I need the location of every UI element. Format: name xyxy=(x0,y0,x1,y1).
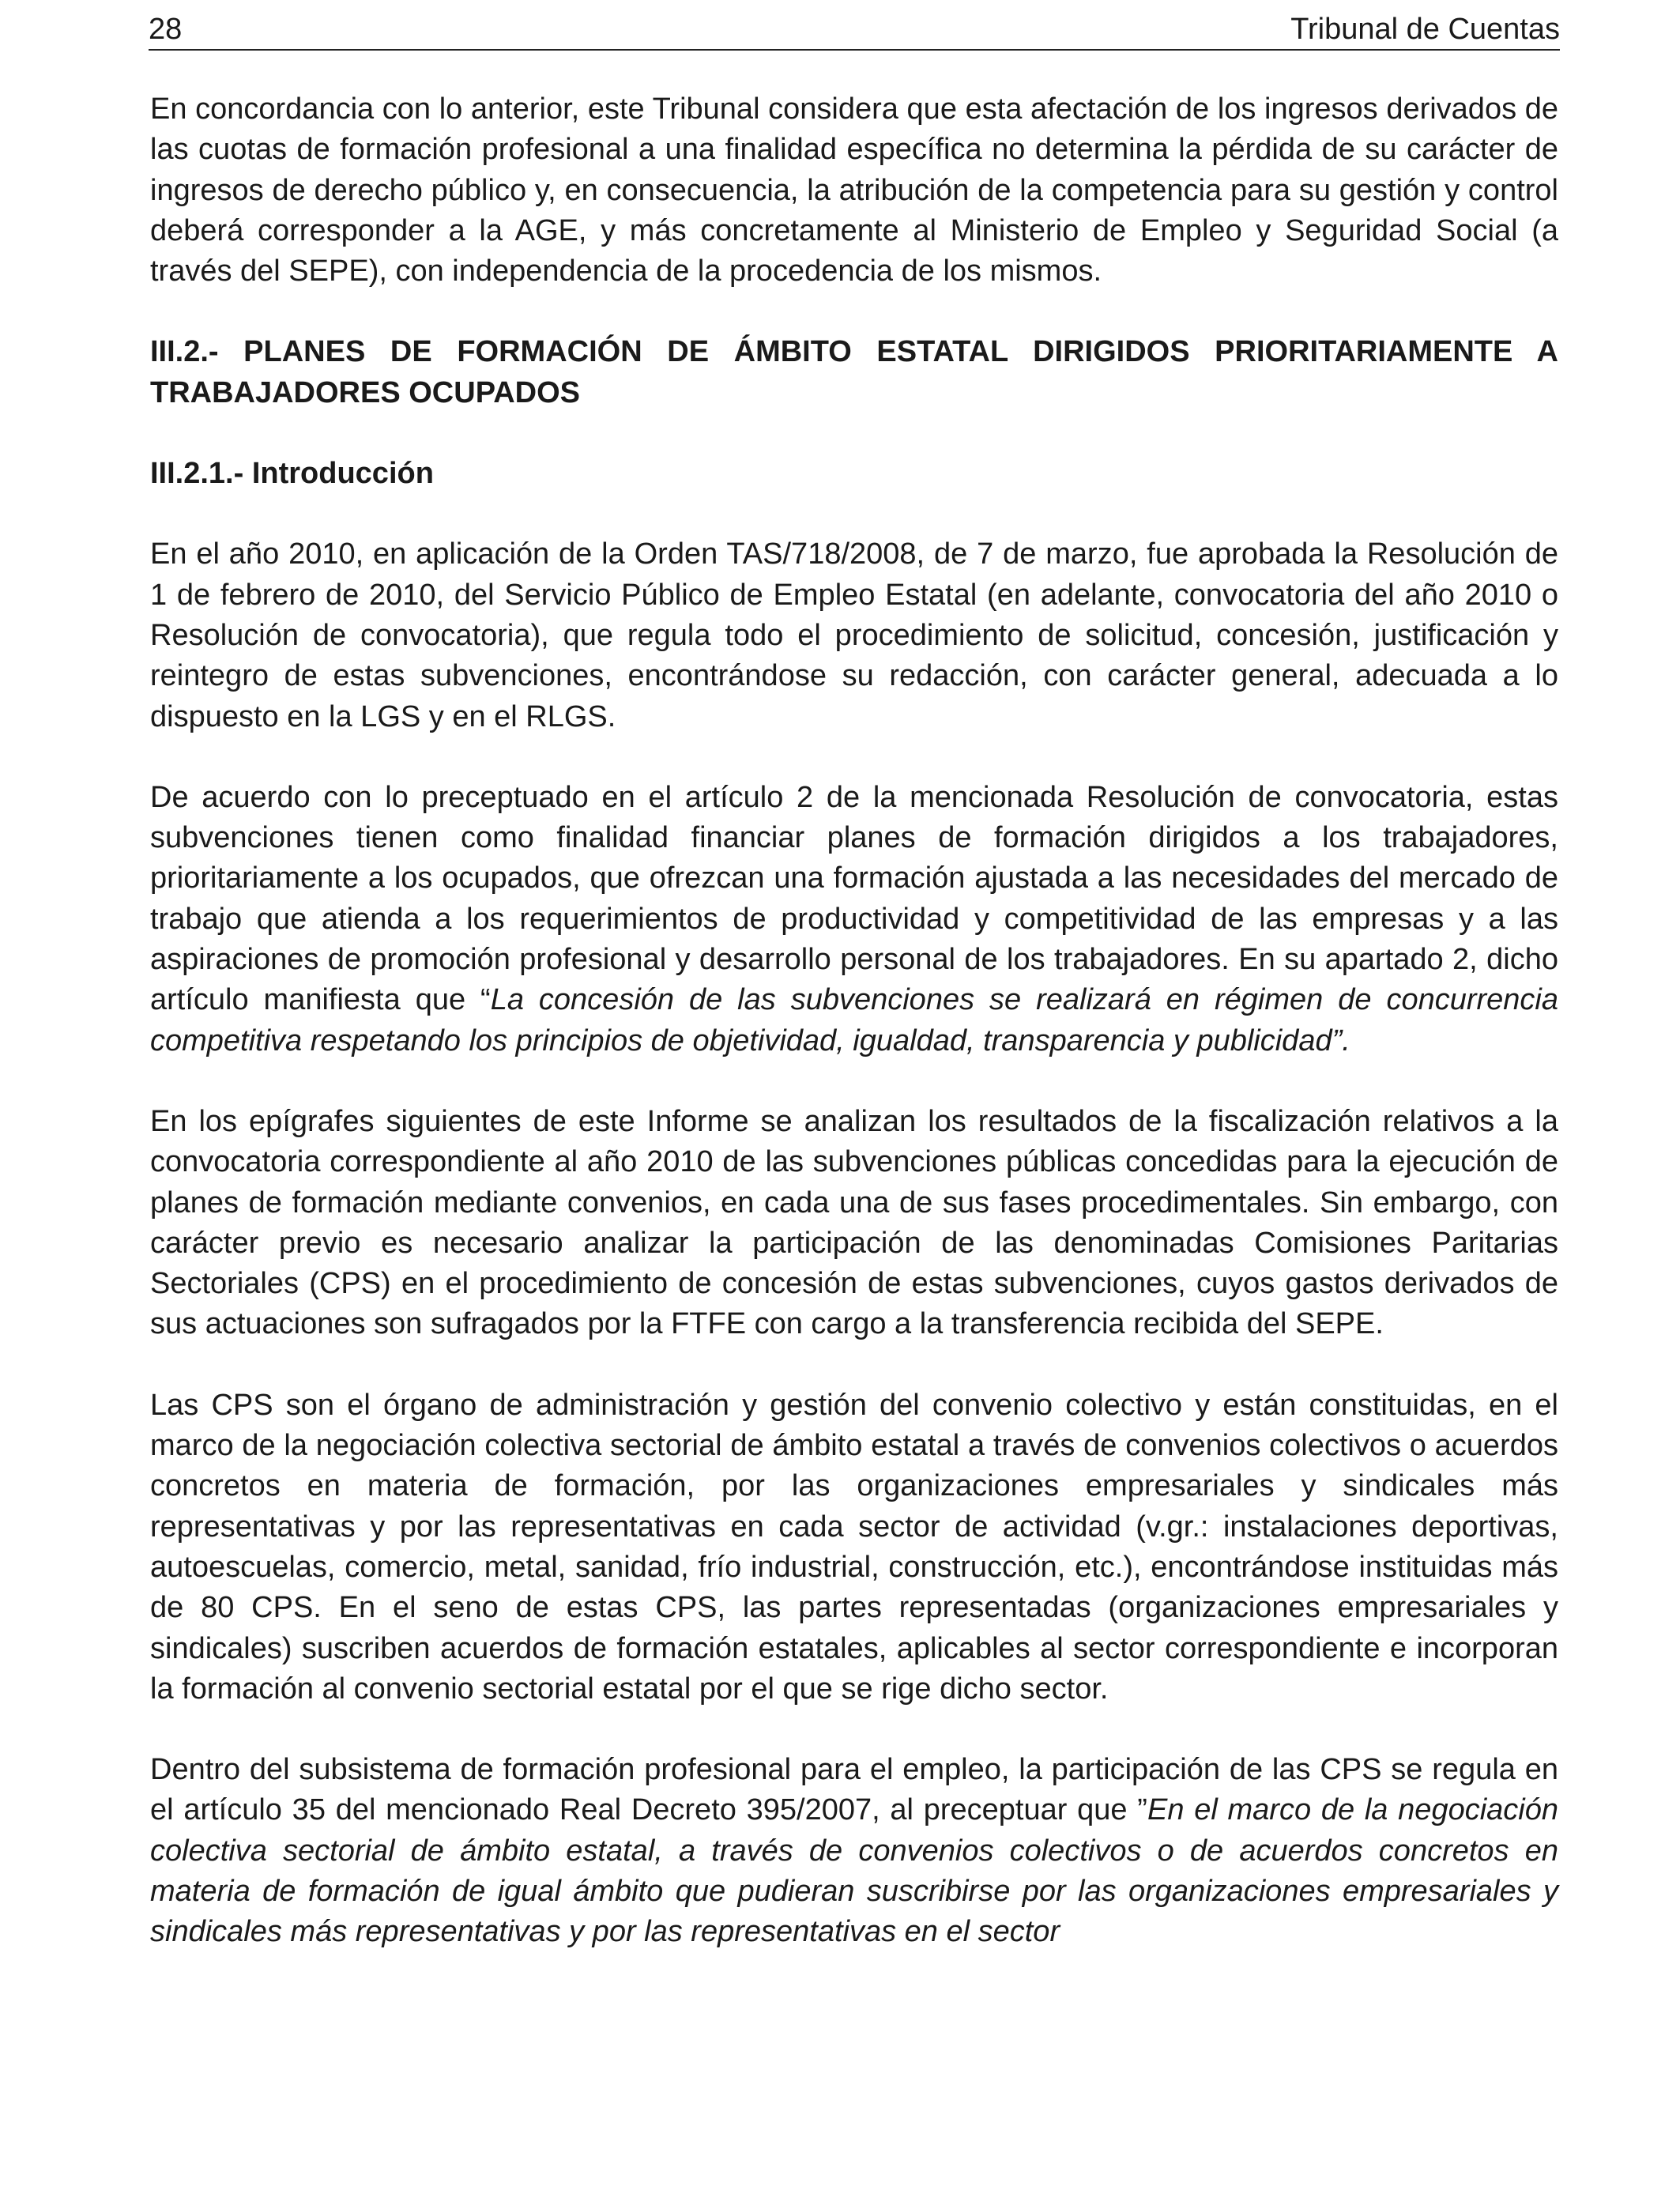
paragraph-6-quote: En el marco de la negociación colectiva sectorial de ámbito estatal, a través de convenios colectivos o de acuerdos concretos en materia de formación de igual ámbito que pudieran suscribirse por las organizaciones empresariales y sindicales más representativas y por las representativas en el sector xyxy=(150,1793,1558,1949)
running-title: Tribunal de Cuentas xyxy=(1290,13,1560,46)
paragraph-6 xyxy=(150,1750,1558,1952)
document-body xyxy=(150,89,1558,1993)
page-number: 28 xyxy=(149,13,183,46)
paragraph-6-text: Dentro del subsistema de formación profesional para el empleo, la participación de las CPS se regula en el artículo 35 del mencionado Real Decreto 395/2007, al preceptuar que ” xyxy=(150,1753,1558,1827)
paragraph-3 xyxy=(150,778,1558,1061)
paragraph-5: Las CPS son el órgano de administración y gestión del convenio colectivo y están constituidas, en el marco de la negociación colectiva sectorial de ámbito estatal a través de convenios colectivos o acuerdos concretos en materia de formación, por las organizaciones empresariales y sindicales más representativas y por las representativas en cada sector de actividad (v.gr.: instalaciones deportivas, autoescuelas, comercio, metal, sanidad, frío industrial, construcción, etc.), encontrándose instituidas más de 80 CPS. En el seno de estas CPS, las partes representadas (organizaciones empresariales y sindicales) suscriben acuerdos de formación estatales, aplicables al sector correspondiente e incorporan la formación al convenio sectorial estatal por el que se rige dicho sector. xyxy=(150,1388,1558,1706)
subsection-heading: III.2.1.- Introducción xyxy=(150,457,434,491)
paragraph-3-text: De acuerdo con lo preceptuado en el artículo 2 de la mencionada Resolución de convocatoria, estas subvenciones tienen como finalidad financiar planes de formación dirigidos a los trabajadores, prioritariamente a los ocupados, que ofrezcan una formación ajustada a las necesidades del mercado de trabajo que atienda a los requerimientos de productividad y competitividad de las empresas y a las aspiraciones de promoción profesional y desarrollo personal de los trabajadores. En su apartado 2, dicho artículo manifiesta que “ xyxy=(150,780,1558,1017)
paragraph-4: En los epígrafes siguientes de este Informe se analizan los resultados de la fiscalización relativos a la convocatoria correspondiente al año 2010 de las subvenciones públicas concedidas para la ejecución de planes de formación mediante convenios, en cada una de sus fases procedimentales. Sin embargo, con carácter previo es necesario analizar la participación de las denominadas Comisiones Paritarias Sectoriales (CPS) en el procedimiento de concesión de estas subvenciones, cuyos gastos derivados de sus actuaciones son sufragados por la FTFE con cargo a la transferencia recibida del SEPE. xyxy=(150,1104,1558,1341)
page-header xyxy=(149,9,1560,51)
paragraph-1: En concordancia con lo anterior, este Tribunal considera que esta afectación de los ingresos derivados de las cuotas de formación profesional a una finalidad específica no determina la pérdida de su carácter de ingresos de derecho público y, en consecuencia, la atribución de la competencia para su gestión y control deberá corresponder a la AGE, y más concretamente al Ministerio de Empleo y Seguridad Social (a través del SEPE), con independencia de la procedencia de los mismos. xyxy=(150,92,1558,288)
section-heading: III.2.- PLANES DE FORMACIÓN DE ÁMBITO ESTATAL DIRIGIDOS PRIORITARIAMENTE A TRABAJADORES OCUPADOS xyxy=(150,335,1558,409)
paragraph-2: En el año 2010, en aplicación de la Orden TAS/718/2008, de 7 de marzo, fue aprobada la Resolución de 1 de febrero de 2010, del Servicio Público de Empleo Estatal (en adelante, convocatoria del año 2010 o Resolución de convocatoria), que regula todo el procedimiento de solicitud, concesión, justificación y reintegro de estas subvenciones, encontrándose su redacción, con carácter general, adecuada a lo dispuesto en la LGS y en el RLGS. xyxy=(150,537,1558,733)
paragraph-3-quote: La concesión de las subvenciones se realizará en régimen de concurrencia competitiva respetando los principios de objetividad, igualdad, transparencia y publicidad”. xyxy=(150,983,1559,1057)
